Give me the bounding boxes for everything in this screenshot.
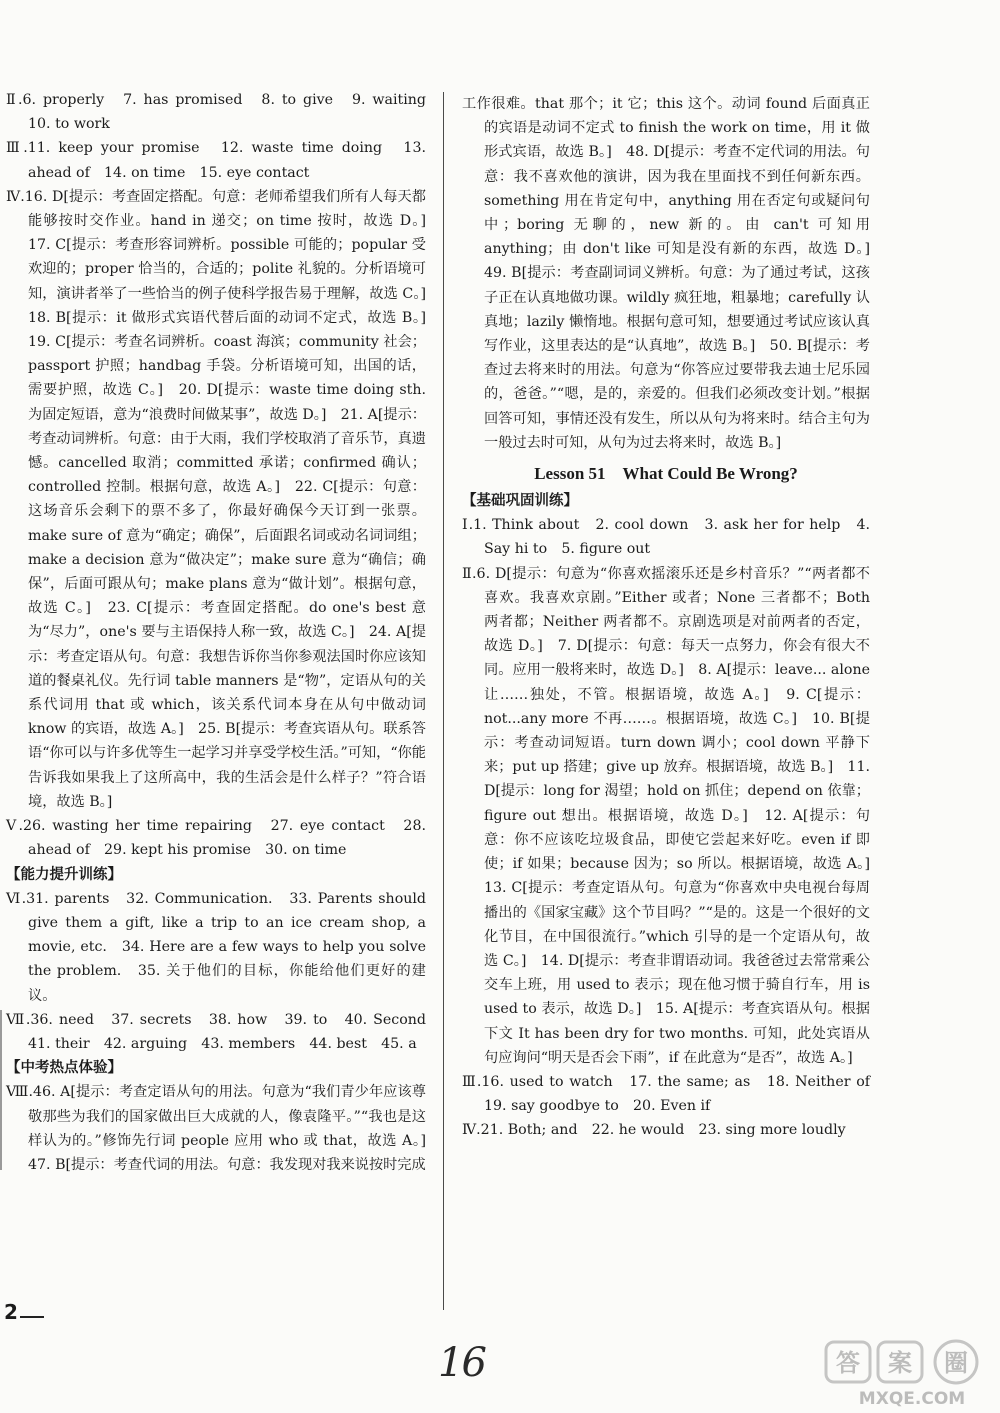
answer-block: Ⅳ.16. D[提示：考查固定搭配。句意：老师希望我们所有人每天都能够按时交作业。hand in 递交；on time 按时，故选 D。] 17. C[提示：考查形容词辨析。possible 可能的；popular 受欢迎的；proper 恰当的，合适的；polite 礼貌的。分析语境可知，演讲者举了一些恰当的例子使科学报告易于理解，故选 C。] 18. B[提示：it 做形式宾语代替后面的动词不定式，故选 B。] 19. C[提示：考查名词辨析。coast 海滨；community 社会；passport 护照；handbag 手袋。分析语境可知，出国的话，需要护照，故选 C。] 20. D[提示：waste time doing sth. 为固定短语，意为“浪费时间做某事”，故选 D。] 21. A[提示：考查动词辨析。句意：由于大雨，我们学校取消了音乐节，真遗憾。cancelled 取消；committed 承诺；confirmed 确认；controlled 控制。根据句意，故选 A。] 22. C[提示：句意：这场音乐会剩下的票不多了，你最好确保今天订到一张票。make sure of 意为“确定；确保”，后面跟名词或动名词词组；make a decision 意为“做决定”；make sure 意为“确信；确保”，后面可跟从句；make plans 意为“做计划”。根据句意，故选 C。] 23. C[提示：考查固定搭配。do one's best 意为“尽力”，one's 要与主语保持人称一致，故选 C。] 24. A[提示：考查定语从句。句意：我想告诉你当你参观法国时你应该知道的餐桌礼仪。先行词 table manners 是“物”，定语从句的关系代词用 that 或 which，该关系代词本身在从句中做动词 know 的宾语，故选 A。] 25. B[提示：考查宾语从句。联系答语“你可以与许多优等生一起学习并享受学校生活。”可知，“你能告诉我如果我上了这所高中，我的生活会是什么样子？”符合语境，故选 B。]: [6, 188, 441, 810]
section-header: 【基础巩固训练】: [462, 493, 578, 510]
left-column: [6, 88, 441, 1177]
watermark-url: MXQE.COM: [858, 1389, 966, 1409]
page-edge-mark: [0, 1010, 2, 1170]
answer-block: Ⅵ.31. parents 32. Communication. 33. Parents should give them a gift, like a trip to an ice cream shop, a movie, etc. 34. Here are a few ways to help you solve the problem. 35. 关于他们的目标，你能给他们更好的建议。: [6, 890, 426, 1004]
section-header: 【中考热点体验】: [6, 1060, 122, 1077]
lesson-title: Lesson 51 What Could Be Wrong?: [534, 464, 798, 484]
answer-block: Ⅲ.11. keep your promise 12. waste time doing 13. ahead of 14. on time 15. eye contact: [6, 140, 426, 181]
answer-block: Ⅲ.16. used to watch 17. the same; as 18. Neither of 19. say goodbye to 20. Even if: [462, 1073, 885, 1115]
answer-block: Ⅶ.36. need 37. secrets 38. how 39. to 40. Second 41. their 42. arguing 43. members 44. best 45. a: [6, 1011, 441, 1052]
handwritten-page-number: 16: [438, 1340, 485, 1386]
watermark-char-2: 案: [888, 1349, 912, 1377]
page-number-rule: [20, 1316, 44, 1318]
watermark-char-3: 圈: [944, 1349, 968, 1377]
page-number: 2: [4, 1300, 18, 1324]
answer-block: Ⅴ.26. wasting her time repairing 27. eye contact 28. ahead of 29. kept his promise 30. on time: [6, 818, 426, 859]
section-header: 【能力提升训练】: [6, 866, 122, 883]
answer-block: Ⅳ.21. Both; and 22. he would 23. sing more loudly: [462, 1122, 846, 1139]
watermark-logo: [820, 1338, 996, 1410]
answer-block: Ⅱ.6. properly 7. has promised 8. to give 9. waiting 10. to work: [6, 92, 441, 133]
column-divider: [443, 92, 444, 1310]
answer-block: 工作很难。that 那个；it 它；this 这个。动词 found 后面真正的宾语是动词不定式 to finish the work on time，用 it 做形式宾语，故选 B。] 48. D[提示：考查不定代词的用法。句意：我不喜欢他的演讲，因为我在里面找不到任何新东西。something 用在肯定句中，anything 用在否定句或疑问句中；boring 无聊的，new 新的。由 can't 可知用 anything；由 don't like 可知是没有新的东西，故选 D。] 49. B[提示：考查副词词义辨析。句意：为了通过考试，这孩子正在认真地做功课。wildly 疯狂地，粗暴地；carefully 认真地；lazily 懒惰地。根据句意可知，想要通过考试应该认真写作业，这里表达的是“认真地”，故选 B。] 50. B[提示：考查过去将来时的用法。句意为“你答应过要带我去迪士尼乐园的，爸爸。”“嗯，是的，亲爱的。但我们必须改变计划。”根据回答可知，事情还没有发生，所以从句为将来时。结合主句为一般过去时可知，从句为过去将来时，故选 B。]: [462, 96, 885, 451]
right-column: [462, 92, 885, 1143]
watermark-char-1: 答: [836, 1349, 860, 1377]
answer-block: Ⅷ.46. A[提示：考查定语从句的用法。句意为“我们青少年应该尊敬那些为我们的国家做出巨大成就的人，像袁隆平。”“我也是这样认为的。”修饰先行词 people 应用 who 或 that，故选 A。] 47. B[提示：考查代词的用法。句意：我发现对我来说按时完成: [6, 1084, 441, 1173]
answer-block: Ⅱ.6. D[提示：句意为“你喜欢摇滚乐还是乡村音乐？”“两者都不喜欢。我喜欢京剧。”Either 或者；None 三者都不；Both 两者都；Neither 两者都不。京剧选项是对前两者的否定，故选 D。] 7. D[提示：句意：每天一点努力，你会有很大不同。应用一般将来时，故选 D。] 8. A[提示：leave... alone 让……独处，不管。根据语境，故选 A。] 9. C[提示：not...any more 不再……。根据语境，故选 C。] 10. B[提示：考查动词短语。turn down 调小；cool down 平静下来；put up 搭建；give up 放弃。根据语境，故选 B。] 11. D[提示：long for 渴望；hold on 抓住；depend on 依靠；figure out 想出。根据语境，故选 D。] 12. A[提示：句意：你不应该吃垃圾食品，即使它尝起来好吃。even if 即使；if 如果；because 因为；so 所以。根据语境，故选 A。] 13. C[提示：考查定语从句。句意为“你喜欢中央电视台每周播出的《国家宝藏》这个节目吗？”“是的。这是一个很好的文化节目，在中国很流行。”which 引导的是一个定语从句，故选 C。] 14. D[提示：考查非谓语动词。我爸爸过去常常乘公交车上班，用 used to 表示；现在他习惯于骑自行车，用 is used to 表示，故选 D。] 15. A[提示：考查宾语从句。根据下文 It has been dry for two months. 可知，此处宾语从句应询问“明天是否会下雨”，if 在此意为“是否”，故选 A。]: [462, 565, 885, 1066]
answer-block: Ⅰ.1. Think about 2. cool down 3. ask her for help 4. Say hi to 5. figure out: [462, 517, 870, 558]
